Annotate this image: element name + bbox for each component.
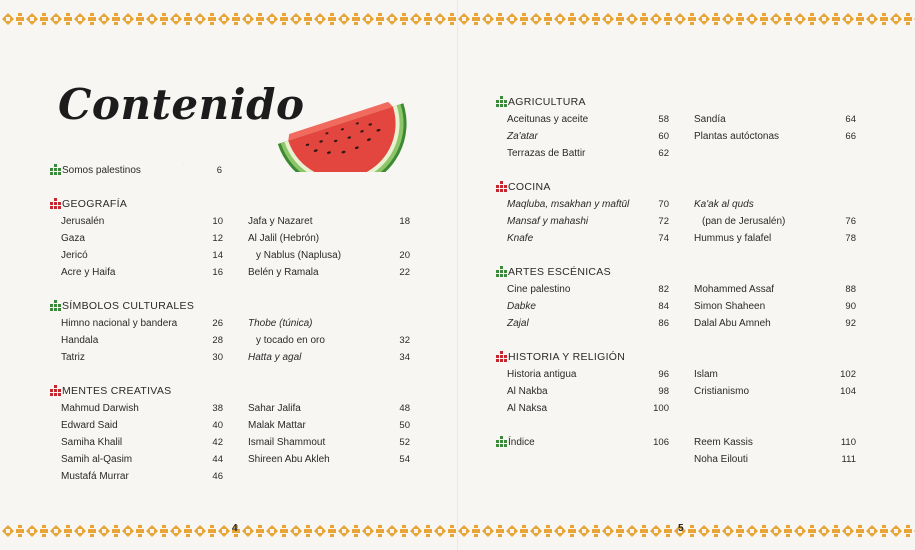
toc-entry-page: 22	[399, 267, 410, 278]
toc-entry-page: 44	[212, 454, 223, 465]
toc-entry-page: 42	[212, 437, 223, 448]
toc-entry-indice[interactable]: Índice	[508, 437, 535, 448]
toc-entry-page: 74	[658, 233, 669, 244]
toc-entry-mansaf-y-mahashi[interactable]: Mansaf y mahashi	[507, 216, 589, 227]
toc-entry-page: 48	[399, 403, 410, 414]
toc-entry-edward-said[interactable]: Edward Said	[61, 420, 118, 431]
toc-entry-noha-eilouti[interactable]: Noha Eilouti	[694, 454, 748, 465]
toc-entry-page: 88	[845, 284, 856, 295]
toc-entry-page: 110	[840, 437, 856, 448]
page-number-right: 5	[678, 523, 684, 534]
toc-entry-page: 52	[399, 437, 410, 448]
toc-entry-page: 86	[658, 318, 669, 329]
toc-entry-y-nablus-naplusa[interactable]: y Nablus (Naplusa)	[256, 250, 342, 261]
section-heading-geografi-a: GEOGRAFÍA	[62, 198, 128, 210]
toc-entry-page: 76	[845, 216, 856, 227]
toc-entry-ismail-shammout[interactable]: Ismail Shammout	[248, 437, 326, 448]
toc-entry-samiha-khalil[interactable]: Samiha Khalil	[61, 437, 123, 448]
toc-entry-page: 98	[658, 386, 669, 397]
toc-entry-reem-kassis[interactable]: Reem Kassis	[694, 437, 753, 448]
page-title: Contenido	[58, 80, 305, 129]
toc-entry-page: 10	[212, 216, 223, 227]
toc-entry-page: 104	[840, 386, 856, 397]
toc-entry-tatriz[interactable]: Tatriz	[61, 352, 85, 363]
toc-entry-shireen-abu-akleh[interactable]: Shireen Abu Akleh	[248, 454, 330, 465]
toc-entry-page: 78	[845, 233, 856, 244]
section-heading-artes-esce-nicas: ARTES ESCÉNICAS	[508, 266, 611, 278]
toc-entry-page: 70	[658, 199, 669, 210]
toc-entry-maqluba-msakhan-y-maftu-l[interactable]: Maqluba, msakhan y maftūl	[507, 199, 630, 210]
section-heading-cocina: COCINA	[508, 181, 551, 193]
toc-entry-page: 60	[658, 131, 669, 142]
embroidery-border-bottom	[0, 520, 915, 542]
watermelon-illustration	[268, 72, 410, 172]
toc-entry-sahar-jalifa[interactable]: Sahar Jalifa	[248, 403, 301, 414]
toc-entry-y-tocado-en-oro[interactable]: y tocado en oro	[256, 335, 325, 346]
embroidery-marker-icon	[50, 164, 62, 176]
toc-entry-mahmud-darwish[interactable]: Mahmud Darwish	[61, 403, 139, 414]
toc-entry-page: 82	[658, 284, 669, 295]
toc-entry-page: 58	[658, 114, 669, 125]
toc-entry-page: 96	[658, 369, 669, 380]
embroidery-marker-icon	[496, 96, 508, 108]
toc-entry-thobe-tu-nica[interactable]: Thobe (túnica)	[248, 318, 313, 329]
toc-entry-zajal[interactable]: Zajal	[507, 318, 529, 329]
toc-entry-page: 66	[845, 131, 856, 142]
toc-entry-page: 106	[653, 437, 669, 448]
toc-entry-page: 62	[658, 148, 669, 159]
toc-entry-historia-antigua[interactable]: Historia antigua	[507, 369, 577, 380]
toc-entry-bele-n-y-ramala[interactable]: Belén y Ramala	[248, 267, 319, 278]
toc-entry-page: 50	[399, 420, 410, 431]
toc-entry-mustafa-murrar[interactable]: Mustafá Murrar	[61, 471, 129, 482]
toc-entry-page: 38	[212, 403, 223, 414]
toc-entry-acre-y-haifa[interactable]: Acre y Haifa	[61, 267, 116, 278]
section-heading-mentes-creativas: MENTES CREATIVAS	[62, 385, 172, 397]
section-heading-historia-y-religio-n: HISTORIA Y RELIGIÓN	[508, 351, 626, 363]
toc-entry-hummus-y-falafel[interactable]: Hummus y falafel	[694, 233, 772, 244]
toc-entry-al-nakba[interactable]: Al Nakba	[507, 386, 548, 397]
toc-entry-malak-mattar[interactable]: Malak Mattar	[248, 420, 306, 431]
section-heading-si-mbolos-culturales: SÍMBOLOS CULTURALES	[62, 300, 195, 312]
book-spine	[457, 0, 458, 550]
toc-entry-mohammed-assaf[interactable]: Mohammed Assaf	[694, 284, 775, 295]
toc-entry-al-naksa[interactable]: Al Naksa	[507, 403, 548, 414]
toc-entry-somos-palestinos[interactable]: Somos palestinos	[62, 165, 141, 176]
toc-entry-knafe[interactable]: Knafe	[507, 233, 534, 244]
toc-entry-page: 34	[399, 352, 410, 363]
toc-entry-jafa-y-nazaret[interactable]: Jafa y Nazaret	[248, 216, 313, 227]
toc-entry-page: 111	[841, 454, 856, 465]
embroidery-marker-icon	[50, 385, 62, 397]
toc-entry-page: 30	[212, 352, 223, 363]
toc-entry-plantas-auto-ctonas[interactable]: Plantas autóctonas	[694, 131, 780, 142]
embroidery-border-top	[0, 8, 915, 30]
toc-entry-pan-de-jerusale-n[interactable]: (pan de Jerusalén)	[702, 216, 786, 227]
toc-entry-al-jalil-hebro-n[interactable]: Al Jalil (Hebrón)	[248, 233, 320, 244]
toc-entry-cristianismo[interactable]: Cristianismo	[694, 386, 750, 397]
toc-entry-page: 6	[216, 165, 222, 176]
toc-entry-page: 14	[212, 250, 223, 261]
toc-entry-page: 100	[653, 403, 669, 414]
section-heading-agricultura: AGRICULTURA	[508, 96, 586, 108]
toc-entry-jerico[interactable]: Jericó	[61, 250, 88, 261]
embroidery-marker-icon	[496, 181, 508, 193]
toc-entry-page: 46	[212, 471, 223, 482]
toc-entry-page: 40	[212, 420, 223, 431]
toc-entry-page: 20	[399, 250, 410, 261]
toc-entry-page: 18	[399, 216, 410, 227]
toc-entry-page: 54	[399, 454, 410, 465]
toc-entry-samih-al-qasim[interactable]: Samih al-Qasim	[61, 454, 133, 465]
embroidery-marker-icon	[50, 300, 62, 312]
embroidery-marker-icon	[496, 351, 508, 363]
toc-entry-jerusale-n[interactable]: Jerusalén	[61, 216, 105, 227]
toc-entry-page: 16	[212, 267, 223, 278]
toc-entry-aceitunas-y-aceite[interactable]: Aceitunas y aceite	[507, 114, 589, 125]
toc-entry-page: 26	[212, 318, 223, 329]
toc-entry-cine-palestino[interactable]: Cine palestino	[507, 284, 571, 295]
toc-entry-page: 64	[845, 114, 856, 125]
page-number-left: 4	[232, 523, 238, 534]
toc-entry-page: 92	[845, 318, 856, 329]
toc-entry-gaza[interactable]: Gaza	[61, 233, 85, 244]
toc-entry-islam[interactable]: Islam	[694, 369, 718, 380]
embroidery-marker-icon	[50, 198, 62, 210]
toc-entry-za-atar[interactable]: Za'atar	[507, 131, 538, 142]
toc-entry-sandi-a[interactable]: Sandía	[694, 114, 726, 125]
toc-entry-page: 28	[212, 335, 223, 346]
toc-entry-page: 84	[658, 301, 669, 312]
embroidery-marker-icon	[496, 266, 508, 278]
toc-entry-ka-ak-al-quds[interactable]: Ka'ak al quds	[694, 199, 754, 210]
toc-entry-terrazas-de-battir[interactable]: Terrazas de Battir	[507, 148, 586, 159]
toc-entry-page: 102	[840, 369, 856, 380]
toc-entry-page: 72	[658, 216, 669, 227]
toc-entry-dabke[interactable]: Dabke	[507, 301, 536, 312]
toc-entry-hatta-y-agal[interactable]: Hatta y agal	[248, 352, 302, 363]
toc-entry-page: 90	[845, 301, 856, 312]
toc-entry-himno-nacional-y-bandera[interactable]: Himno nacional y bandera	[61, 318, 178, 329]
toc-entry-dalal-abu-amneh[interactable]: Dalal Abu Amneh	[694, 318, 771, 329]
toc-entry-page: 12	[212, 233, 223, 244]
toc-entry-simon-shaheen[interactable]: Simon Shaheen	[694, 301, 766, 312]
embroidery-marker-icon	[496, 436, 508, 448]
toc-entry-handala[interactable]: Handala	[61, 335, 99, 346]
toc-entry-page: 32	[399, 335, 410, 346]
